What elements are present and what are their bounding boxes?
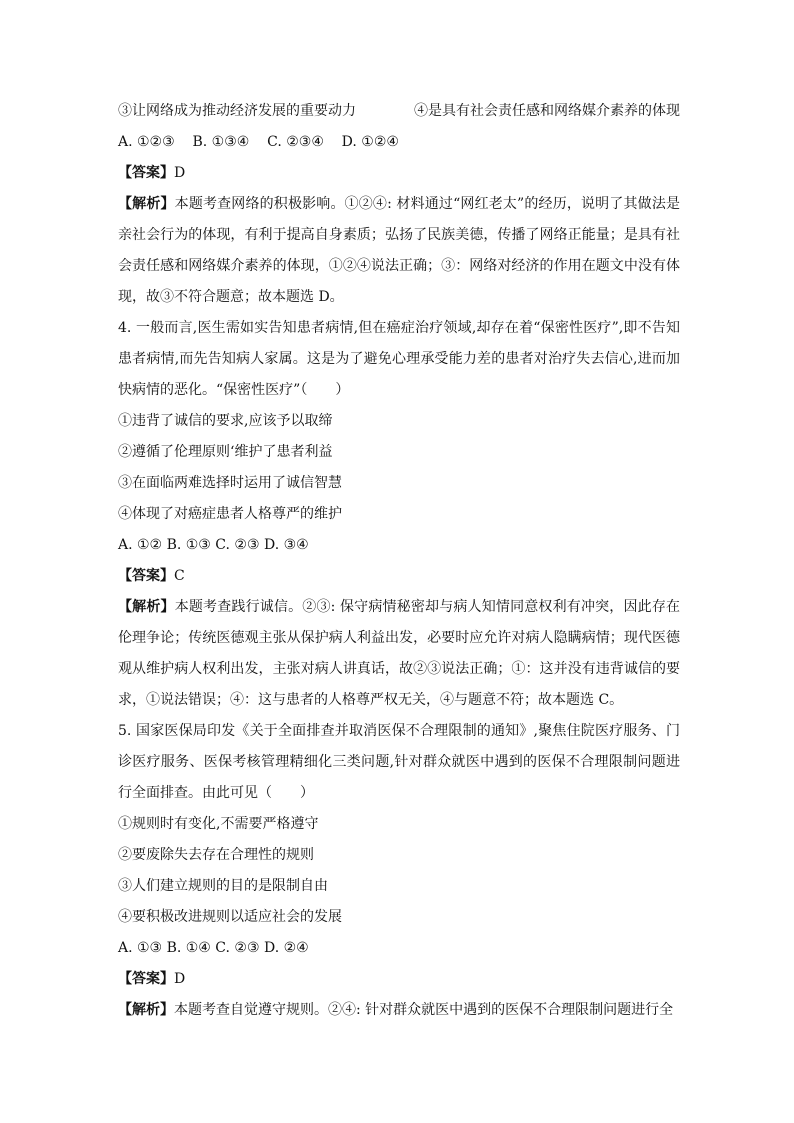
q5-stem: 5. 国家医保局印发《关于全面排查并取消医保不合理限制的通知》,聚焦住院医疗服务、门诊医疗服务、医保考核管理精细化三类问题,针对群众就医中遇到的医保不合理限制问题进行全面排查。由此可见（ ） (118, 723, 680, 801)
answer-value: D (174, 971, 186, 987)
answer-label: 【答案】 (118, 568, 174, 584)
analysis-text: 本题考查自觉遵守规则。②④: 针对群众就医中遇到的医保不合理限制问题进行全 (174, 1002, 674, 1018)
q3-option-4: ④是具有社会责任感和网络媒介素养的体现 (414, 103, 680, 119)
q3-analysis (118, 189, 680, 313)
answer-value: D (174, 165, 186, 181)
q5-option: ③人们建立规则的目的是限制自由 (118, 878, 328, 894)
q4-choices: A. ①② B. ①③ C. ②③ D. ③④ (118, 537, 309, 553)
analysis-label: 【解析】 (118, 196, 175, 212)
q3-option-3: ③让网络成为推动经济发展的重要动力 (118, 103, 356, 119)
answer-value: C (174, 568, 185, 584)
document-page (118, 96, 680, 1026)
q4-option: ③在面临两难选择时运用了诚信智慧 (118, 475, 342, 491)
q4-stem: 4. 一般而言,医生需如实告知患者病情,但在癌症治疗领域,却存在着“保密性医疗”,即不告知患者病情,而先告知病人家属。这是为了避免心理承受能力差的患者对治疗失去信心,进而加快病情的恶化。“保密性医疗”（ ） (118, 320, 680, 398)
q3-choices: A. ①②③ B. ①③④ C. ②③④ D. ①②④ (118, 134, 399, 150)
analysis-text: 本题考查网络的积极影响。①②④: 材料通过“网红老太”的经历，说明了其做法是亲社会行为的体现，有利于提高自身素质；弘扬了民族美德，传播了网络正能量；是具有社会责任感和网络媒介素养的体现，①②④说法正确；③：网络对经济的作用在题文中没有体现，故③不符合题意；故本题选 D。 (118, 196, 680, 305)
q4-option: ①违背了诚信的要求,应该予以取缔 (118, 413, 333, 429)
q5-choices: A. ①③ B. ①④ C. ②③ D. ②④ (118, 940, 309, 956)
q4-answer (118, 561, 680, 592)
q5-analysis (118, 995, 680, 1026)
answer-label: 【答案】 (118, 165, 174, 181)
q4-option: ④体现了对癌症患者人格尊严的维护 (118, 506, 342, 522)
answer-label: 【答案】 (118, 971, 174, 987)
q4-option: ②遵循了伦理原则‘维护了患者利益 (118, 444, 333, 460)
q3-answer (118, 158, 680, 189)
q5-answer (118, 964, 680, 995)
analysis-label: 【解析】 (118, 599, 175, 615)
q5-option: ④要积极改进规则以适应社会的发展 (118, 909, 342, 925)
q5-option: ①规则时有变化,不需要严格遵守 (118, 816, 319, 832)
analysis-text: 本题考查践行诚信。②③: 保守病情秘密却与病人知情同意权利有冲突，因此存在伦理争论；传统医德观主张从保护病人利益出发，必要时应允许对病人隐瞒病情；现代医德观从维护病人权利出发，主张对病人讲真话，故②③说法正确；①：这并没有违背诚信的要求，①说法错误；④：这与患者的人格尊严权无关，④与题意不符；故本题选 C。 (118, 599, 680, 708)
q5-option: ②要废除失去存在合理性的规则 (118, 847, 314, 863)
q3-option-row (118, 96, 680, 127)
analysis-label: 【解析】 (118, 1002, 174, 1018)
q4-analysis (118, 592, 680, 716)
